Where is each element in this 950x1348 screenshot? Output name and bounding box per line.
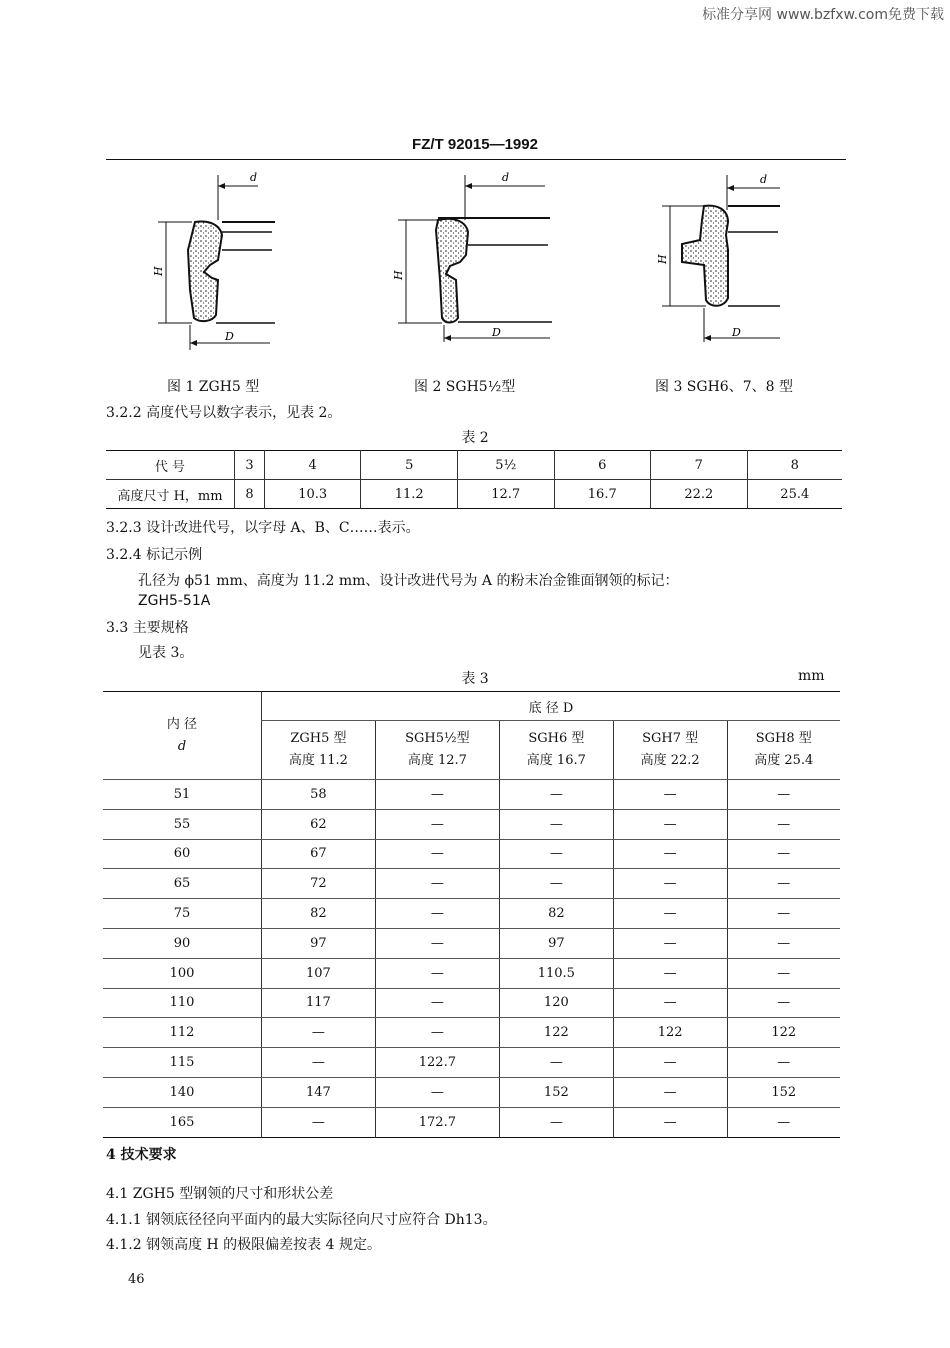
table3-col1-header-b: d [177, 738, 187, 754]
table3-cell: 75 [103, 899, 262, 929]
table3-cell: — [375, 1077, 499, 1107]
table3-cell: — [499, 1048, 613, 1078]
table3-cell: — [613, 899, 727, 929]
table3-cell: 122 [727, 1018, 840, 1048]
table3-cell: 152 [727, 1077, 840, 1107]
table2-cell: 10.3 [264, 480, 361, 509]
type-height: 高度 16.7 [526, 753, 586, 768]
figure-3-drawing [656, 173, 780, 342]
table3-cell: — [613, 1077, 727, 1107]
table3-cell: 67 [262, 839, 376, 869]
figure-2-caption: 图 2 SGH5½型 [414, 379, 516, 395]
table3-title: 表 3 [461, 671, 489, 687]
fig1-label-d: d [250, 171, 258, 184]
table3-type-header [499, 721, 613, 780]
table3-cell: — [499, 780, 613, 810]
clause-3-3: 3.3 主要规格 [106, 620, 189, 636]
clause-3-2-3: 3.2.3 设计改进代号，以字母 A、B、C……表示。 [106, 520, 420, 536]
table3-cell: — [375, 780, 499, 810]
table3-cell: — [727, 809, 840, 839]
header-rule [106, 159, 846, 160]
page-number: 46 [128, 1272, 145, 1287]
table-row [103, 1107, 840, 1137]
table3-cell: 117 [262, 988, 376, 1018]
type-height: 高度 11.2 [288, 753, 348, 768]
fig2-label-H: H [392, 270, 405, 280]
clause-3-3-text: 见表 3。 [138, 645, 194, 661]
table2-row-label: 高度尺寸 H，mm [117, 488, 223, 504]
table-row [103, 928, 840, 958]
table2-cell: 8 [235, 480, 265, 509]
standard-number: FZ/T 92015—1992 [412, 136, 538, 153]
table3-cell: — [613, 809, 727, 839]
table3-cell: — [262, 1048, 376, 1078]
table3-type-header [727, 721, 840, 780]
figure-2-drawing [392, 171, 552, 342]
clause-4-1-2: 4.1.2 钢领高度 H 的极限偏差按表 4 规定。 [106, 1237, 381, 1253]
table2-cell: 12.7 [457, 480, 554, 509]
table3-cell: 115 [103, 1048, 262, 1078]
table3-cell: 82 [499, 899, 613, 929]
table2-row-label: 代 号 [106, 451, 235, 480]
table3-cell: 97 [262, 928, 376, 958]
table3-cell: 55 [103, 809, 262, 839]
table3-cell: — [375, 869, 499, 899]
type-name: ZGH5 型 [290, 731, 347, 746]
table3-cell: — [613, 1048, 727, 1078]
clause-4-1: 4.1 ZGH5 型钢领的尺寸和形状公差 [106, 1186, 334, 1202]
table3-cell: — [613, 869, 727, 899]
table3-cell: — [375, 809, 499, 839]
table2-cell: 25.4 [747, 480, 842, 509]
table3-cell: 100 [103, 958, 262, 988]
table3-cell: 172.7 [375, 1107, 499, 1137]
table-row [103, 899, 840, 929]
table3-cell: 82 [262, 899, 376, 929]
table3-cell: — [499, 809, 613, 839]
table-2 [106, 450, 842, 509]
table3-cell: 140 [103, 1077, 262, 1107]
table3-cell: — [375, 988, 499, 1018]
table3-cell: — [727, 780, 840, 810]
table3-cell: — [375, 899, 499, 929]
table2-cell: 3 [235, 451, 265, 480]
table3-cell: — [727, 839, 840, 869]
table2-cell: 4 [264, 451, 361, 480]
table3-cell: — [613, 988, 727, 1018]
table3-cell: — [613, 1107, 727, 1137]
table3-cell: 152 [499, 1077, 613, 1107]
table3-cell: 97 [499, 928, 613, 958]
clause-4-1-1: 4.1.1 钢领底径径向平面内的最大实际径向尺寸应符合 Dh13。 [106, 1212, 497, 1228]
table3-type-header [613, 721, 727, 780]
table3-cell: — [727, 928, 840, 958]
table3-cell: 165 [169, 1114, 195, 1130]
table-row [103, 988, 840, 1018]
table3-cell: — [613, 928, 727, 958]
table3-cell: 62 [262, 809, 376, 839]
figure-1-drawing [152, 171, 276, 350]
table3-cell: — [499, 869, 613, 899]
table3-cell: — [375, 928, 499, 958]
type-height: 高度 25.4 [754, 753, 814, 768]
table2-cell: 5 [361, 451, 458, 480]
table3-type-header [375, 721, 499, 780]
table3-cell: — [613, 839, 727, 869]
table3-col1-header-a: 内 径 [166, 716, 198, 732]
table3-cell: 51 [103, 780, 262, 810]
example-text: 孔径为 ϕ51 mm、高度为 11.2 mm、设计改进代号为 A 的粉末冶金锥面钢领的标记： [138, 573, 679, 589]
fig3-label-H: H [656, 254, 669, 264]
table2-cell: 22.2 [651, 480, 748, 509]
example-code: ZGH5-51A [138, 593, 211, 609]
table3-cell: 60 [103, 839, 262, 869]
table-row [103, 958, 840, 988]
table3-cell: — [499, 1107, 613, 1137]
table3-cell: 90 [103, 928, 262, 958]
type-height: 高度 22.2 [640, 753, 700, 768]
fig2-label-d: d [502, 171, 510, 184]
table-row [103, 869, 840, 899]
type-name: SGH5½型 [405, 731, 470, 746]
table2-height-row [106, 480, 842, 509]
table2-cell: 7 [651, 451, 748, 480]
table3-cell: — [727, 869, 840, 899]
table3-cell: 120 [499, 988, 613, 1018]
table-3 [103, 691, 840, 1138]
table3-type-header [262, 721, 376, 780]
clause-3-2-4: 3.2.4 标记示例 [106, 547, 203, 563]
table-row [103, 780, 840, 810]
table3-cell: 122 [499, 1018, 613, 1048]
table-row [103, 1018, 840, 1048]
table3-body [103, 780, 840, 1138]
table3-cell: — [499, 839, 613, 869]
fig1-label-D: D [225, 330, 234, 343]
table2-title: 表 2 [461, 430, 489, 446]
table3-cell: 122 [613, 1018, 727, 1048]
watermark: 标准分享网 www.bzfxw.com免费下载 [702, 7, 944, 23]
fig1-label-H: H [152, 266, 165, 276]
fig2-label-D: D [492, 326, 501, 339]
table3-cell: — [375, 958, 499, 988]
table3-cell: 147 [262, 1077, 376, 1107]
table3-cell: — [375, 1018, 499, 1048]
figures-area [100, 170, 840, 370]
table3-group-header: 底 径 D [262, 692, 841, 721]
table3-col1-header [103, 692, 262, 780]
table2-cell: 16.7 [554, 480, 651, 509]
table3-unit: mm [798, 668, 825, 684]
table3-cell: 122.7 [375, 1048, 499, 1078]
table3-cell: — [613, 958, 727, 988]
section-4-heading: 4 技术要求 [106, 1147, 177, 1163]
table-row [103, 839, 840, 869]
table-row [103, 809, 840, 839]
table3-cell: 58 [262, 780, 376, 810]
table3-cell: — [613, 780, 727, 810]
table2-cell: 11.2 [361, 480, 458, 509]
table3-cell: — [727, 958, 840, 988]
table3-cell: — [727, 1107, 840, 1137]
table3-cell: — [727, 988, 840, 1018]
fig3-label-D: D [732, 326, 741, 339]
type-height: 高度 12.7 [407, 753, 467, 768]
table3-cell: 65 [103, 869, 262, 899]
table3-cell: — [262, 1107, 376, 1137]
fig3-label-d: d [760, 173, 768, 186]
table3-cell: — [727, 899, 840, 929]
table3-cell: — [375, 839, 499, 869]
table3-cell: 107 [262, 958, 376, 988]
table3-cell: — [262, 1018, 376, 1048]
table3-cell: — [727, 1048, 840, 1078]
figure-3-caption: 图 3 SGH6、7、8 型 [655, 379, 793, 395]
figure-1-caption: 图 1 ZGH5 型 [167, 379, 260, 395]
table2-cell: 6 [554, 451, 651, 480]
table3-cell: 110.5 [499, 958, 613, 988]
table2-code-row [106, 451, 842, 480]
clause-3-2-2: 3.2.2 高度代号以数字表示，见表 2。 [106, 405, 342, 421]
type-name: SGH8 型 [755, 731, 812, 746]
type-name: SGH7 型 [642, 731, 699, 746]
table3-cell: 72 [262, 869, 376, 899]
table3-cell: 110 [103, 988, 262, 1018]
table2-cell: 8 [747, 451, 842, 480]
table-row [103, 1048, 840, 1078]
table2-cell: 5½ [457, 451, 554, 480]
table3-cell: 112 [103, 1018, 262, 1048]
table-row [103, 1077, 840, 1107]
type-name: SGH6 型 [528, 731, 585, 746]
